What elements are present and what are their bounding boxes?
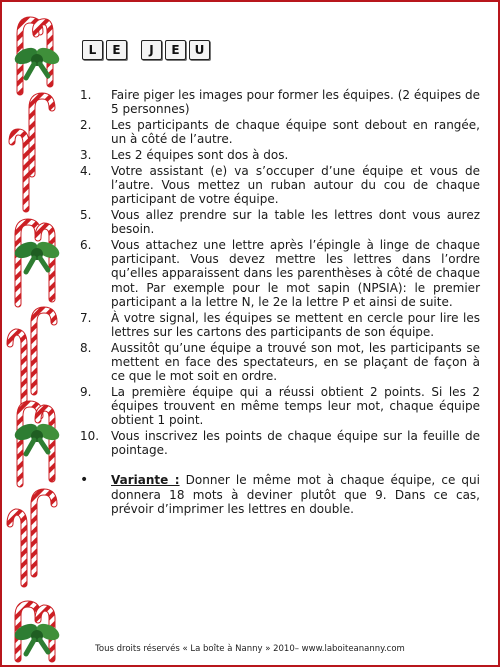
step-text: À votre signal, les équipes se mettent en cercle pour lire les lettres sur les cartons des participants de son équipe.: [111, 310, 480, 339]
step-number: 8.: [80, 340, 92, 355]
title-letter-tile: U: [189, 40, 210, 60]
candy-cane-icon: [10, 332, 24, 404]
list-item: [80, 238, 480, 309]
step-text: Vous inscrivez les points de chaque équipe sur la feuille de pointage.: [111, 429, 480, 458]
variant-text-block: [111, 473, 480, 516]
step-text: Les participants de chaque équipe sont debout en rangée, un à côté de l’autre.: [111, 118, 480, 147]
list-item: [80, 88, 480, 116]
step-text: Les 2 équipes sont dos à dos.: [111, 148, 289, 162]
list-item: [80, 148, 480, 162]
bullet-icon: •: [80, 472, 89, 489]
list-item: [80, 311, 480, 339]
step-number: 7.: [80, 310, 92, 325]
list-item: [80, 341, 480, 384]
step-text: Votre assistant (e) va s’occuper d’une équipe et vous de l’autre. Vous mettez un ruban autour du cou de chaque participant de votre équipe.: [111, 163, 480, 207]
candy-cane-icon: [12, 132, 26, 209]
title-letter-tile: E: [165, 40, 186, 60]
list-item: [80, 208, 480, 236]
list-item: [80, 164, 480, 207]
list-item: [80, 429, 480, 457]
title-letter-tile: E: [106, 40, 127, 60]
candy-cane-icon: [34, 492, 54, 574]
page-title: [82, 40, 210, 60]
list-item: [80, 385, 480, 428]
step-number: 10.: [80, 429, 100, 444]
step-number: 4.: [80, 163, 92, 178]
step-text: Vous allez prendre sur la table les lettres dont vous aurez besoin.: [111, 208, 480, 237]
candy-cane-icon: [32, 96, 52, 174]
instructions-body: [80, 88, 480, 516]
step-number: 2.: [80, 118, 92, 132]
candy-cane-icon: [34, 310, 54, 392]
step-text: Vous attachez une lettre après l’épingle à linge de chaque participant. Vous devez mettre les lettres dans l’ordre qu’elles apparaissent dans les parenthèses à côté de chaque mot. Par exemple pour le mot sapin (NPSIA): le premier participant a la lettre N, le 2e la lettre P et ainsi de suite.: [111, 238, 480, 309]
step-number: 5.: [80, 208, 92, 222]
step-number: 6.: [80, 238, 92, 252]
step-number: 9.: [80, 384, 92, 399]
step-text: Aussitôt qu’une équipe a trouvé son mot, les participants se mettent en face des spectateurs, en se plaçant de façon à ce que le mot soit en ordre.: [111, 340, 480, 384]
steps-list: [80, 88, 480, 457]
copyright-footer: Tous droits réservés « La boîte à Nanny » 2010– www.laboiteananny.com: [95, 644, 405, 654]
title-letter-tile: J: [141, 40, 162, 60]
title-letter-tile: L: [82, 40, 103, 60]
candy-cane-icon: [10, 512, 24, 584]
variant-label: Variante :: [111, 473, 180, 488]
step-number: 3.: [80, 148, 92, 162]
list-item: [80, 118, 480, 146]
step-number: 1.: [80, 88, 92, 102]
step-text: La première équipe qui a réussi obtient 2 points. Si les 2 équipes trouvent en même temps leur mot, chaque équipe obtient 1 point.: [111, 384, 480, 428]
variant-text: Donner le même mot à chaque équipe, ce qui donnera 18 mots à deviner plutôt que 9. Dans ce cas, prévoir d’imprimer les lettres en double.: [111, 473, 480, 516]
variant-note: [80, 473, 480, 516]
candy-cane-border: [4, 4, 68, 664]
step-text: Faire piger les images pour former les équipes. (2 équipes de 5 personnes): [111, 88, 480, 117]
